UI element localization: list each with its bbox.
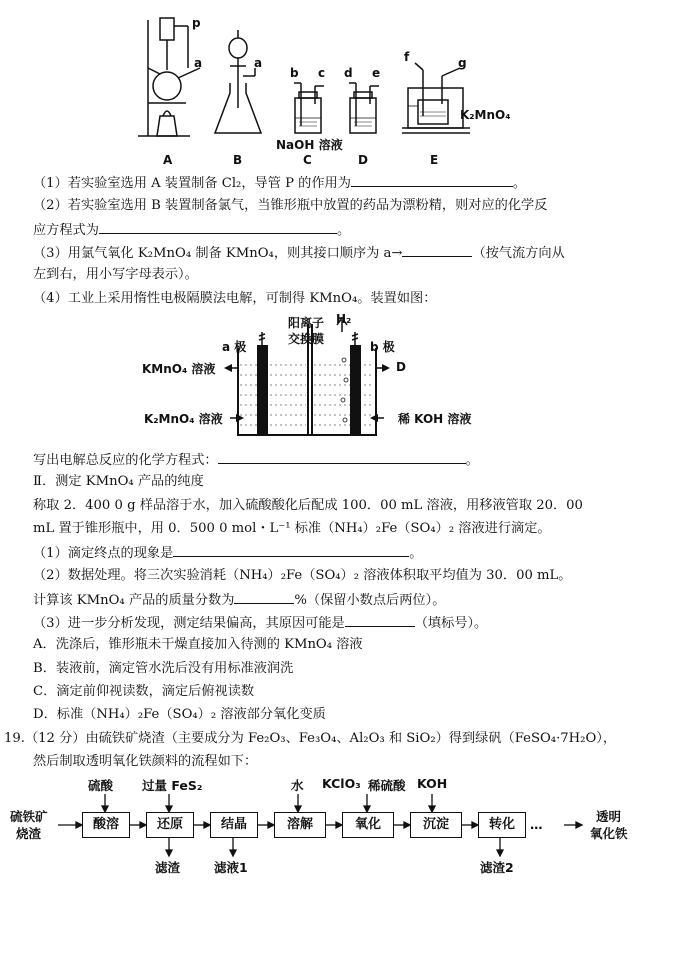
input-kclo3: KClO₃: [322, 776, 361, 791]
q3-line1b: （按气流方向从: [472, 246, 565, 261]
q1-end: 。: [512, 176, 527, 191]
question-4b: [33, 449, 479, 471]
p2q2-line2a: 计算该 KMnO₄ 产品的质量分数为: [33, 593, 235, 608]
q2-answer-blank[interactable]: [99, 219, 337, 234]
question-19-line1: [4, 729, 616, 749]
q4b-text: 写出电解总反应的化学方程式：: [33, 453, 218, 468]
option-a-text: A．洗涤后，锥形瓶未干燥直接加入待测的 KMnO₄ 溶液: [33, 637, 363, 652]
p2q2-line1: （2）数据处理。将三次实验消耗（NH₄）₂Fe（SO₄）₂ 溶液体积取平均值为 30．00 mL。: [33, 568, 572, 583]
port-b: b: [290, 66, 299, 80]
q2-end: 。: [336, 223, 351, 238]
label-a: A: [163, 153, 173, 167]
part-2-title: [33, 472, 204, 492]
part2-title-text: Ⅱ．测定 KMnO₄ 产品的纯度: [33, 474, 204, 489]
input-koh: KOH: [417, 776, 448, 791]
p2q3-text: （3）进一步分析发现，测定结果偏高，其原因可能是: [33, 616, 345, 631]
k2mno4-label: K₂MnO₄: [460, 108, 511, 122]
p2q2-line2b: %（保留小数点后两位）。: [294, 593, 446, 608]
input-sulfuric-acid: 硫酸: [88, 778, 114, 793]
port-f: f: [404, 50, 410, 64]
step-precipitate: 沉淀: [410, 812, 462, 838]
p2-line2: mL 置于锥形瓶中，用 0．500 0 mol・L⁻¹ 标准（NH₄）₂Fe（SO₄）₂ 溶液进行滴定。: [33, 521, 551, 536]
question-2-line2: [33, 219, 350, 241]
option-b-text: B．装液前，滴定管水洗后没有用标准液润洗: [33, 661, 294, 676]
p2-line1: 称取 2．400 0 g 样品溶于水，加入硫酸酸化后配成 100．00 mL 溶液，用移液管取 20．00: [33, 498, 583, 513]
flow-start-2: 烧渣: [16, 826, 42, 841]
electrolysis-cell: [140, 310, 500, 450]
step-convert: 转化: [478, 812, 526, 838]
p2q3-answer-blank[interactable]: [345, 612, 415, 627]
option-a: [33, 635, 363, 655]
q4b-end: 。: [465, 453, 479, 468]
step-acid-dissolve: 酸溶: [82, 812, 130, 838]
label-c: C: [303, 153, 312, 167]
flow-end-1: 透明: [596, 809, 622, 824]
d-out-label: D: [396, 360, 406, 374]
input-fes2: 过量 FeS₂: [142, 778, 203, 793]
part-2-question-2-line1: [33, 566, 572, 586]
option-c: [33, 682, 254, 702]
membrane-label-2: 交换膜: [288, 332, 325, 346]
question-3-line1: [33, 242, 565, 264]
option-b: [33, 659, 293, 679]
question-4: [33, 289, 436, 309]
kmno4-out-label: KMnO₄ 溶液: [142, 362, 216, 376]
part-2-question-1: [33, 542, 422, 564]
flow-dots: …: [530, 817, 543, 832]
h2-label: H₂: [336, 312, 352, 326]
output-residue-2: 滤渣2: [480, 860, 514, 875]
question-3-line2: [33, 265, 198, 285]
a-pole-label: a 极: [222, 340, 247, 354]
p2q3-end: （填标号）。: [414, 616, 488, 631]
koh-in-label: 稀 KOH 溶液: [398, 412, 472, 426]
q3-answer-blank[interactable]: [402, 242, 472, 257]
port-c: c: [318, 66, 326, 80]
flow-start-1: 硫铁矿: [10, 809, 48, 824]
option-d: [33, 705, 326, 725]
input-water: 水: [291, 778, 304, 793]
q1-text: （1）若实验室选用 A 装置制备 Cl₂，导管 P 的作用为: [33, 176, 351, 191]
q3-line1a: （3）用氯气氧化 K₂MnO₄ 制备 KMnO₄，则其接口顺序为 a→: [33, 246, 403, 261]
step-reduce: 还原: [146, 812, 194, 838]
port-g: g: [458, 56, 467, 70]
step-crystallize: 结晶: [210, 812, 258, 838]
question-1: [33, 172, 526, 194]
q19-line1: 19.（12 分）由硫铁矿烧渣（主要成分为 Fe₂O₃、Fe₃O₄、Al₂O₃ 和 SiO₂）得到绿矾（FeSO₄·7H₂O），: [4, 731, 617, 746]
q19-line2: 然后制取透明氧化铁颜料的流程如下：: [33, 754, 258, 769]
output-filtrate-1: 滤液1: [214, 860, 248, 875]
q4-text: （4）工业上采用惰性电极隔膜法电解，可制得 KMnO₄。装置如图：: [33, 291, 437, 306]
p2q2-answer-blank[interactable]: [234, 589, 294, 604]
p2q1-answer-blank[interactable]: [173, 542, 409, 557]
flow-end-2: 氧化铁: [590, 826, 628, 841]
p2q1-text: （1）滴定终点的现象是: [33, 546, 174, 561]
label-d: D: [358, 153, 368, 167]
input-dilute-acid: 稀硫酸: [368, 778, 406, 793]
question-19-line2: [33, 752, 257, 772]
option-d-text: D．标准（NH₄）₂Fe（SO₄）₂ 溶液部分氧化变质: [33, 707, 326, 722]
q4b-answer-blank[interactable]: [218, 449, 466, 464]
process-flow: [0, 772, 692, 882]
step-oxidize: 氧化: [342, 812, 394, 838]
part-2-question-2-line2: [33, 589, 445, 611]
b-pole-label: b 极: [370, 340, 395, 354]
apparatus-figure: [130, 8, 511, 173]
step-dissolve: 溶解: [274, 812, 326, 838]
port-d: d: [344, 66, 353, 80]
port-e: e: [372, 66, 381, 80]
port-p: p: [192, 16, 201, 30]
label-e: E: [430, 153, 439, 167]
k2mno4-in-label: K₂MnO₄ 溶液: [144, 412, 223, 426]
output-residue: 滤渣: [155, 860, 181, 875]
port-a-a: a: [194, 56, 203, 70]
q1-answer-blank[interactable]: [351, 172, 513, 187]
p2q1-end: 。: [409, 546, 423, 561]
port-a-b: a: [254, 56, 263, 70]
option-c-text: C．滴定前仰视读数，滴定后俯视读数: [33, 684, 255, 699]
label-b: B: [233, 153, 243, 167]
q3-line2: 左到右，用小写字母表示）。: [33, 267, 198, 282]
membrane-label-1: 阳离子: [288, 316, 325, 330]
part-2-question-3: [33, 612, 487, 634]
question-2-line1: [33, 196, 547, 216]
q2-line2: 应方程式为: [33, 223, 99, 238]
naoh-label: NaOH 溶液: [276, 138, 343, 152]
part-2-text-2: [33, 519, 551, 539]
part-2-text-1: [33, 496, 583, 516]
q2-line1: （2）若实验室选用 B 装置制备氯气，当锥形瓶中放置的药品为漂粉精，则对应的化学反: [33, 198, 548, 213]
